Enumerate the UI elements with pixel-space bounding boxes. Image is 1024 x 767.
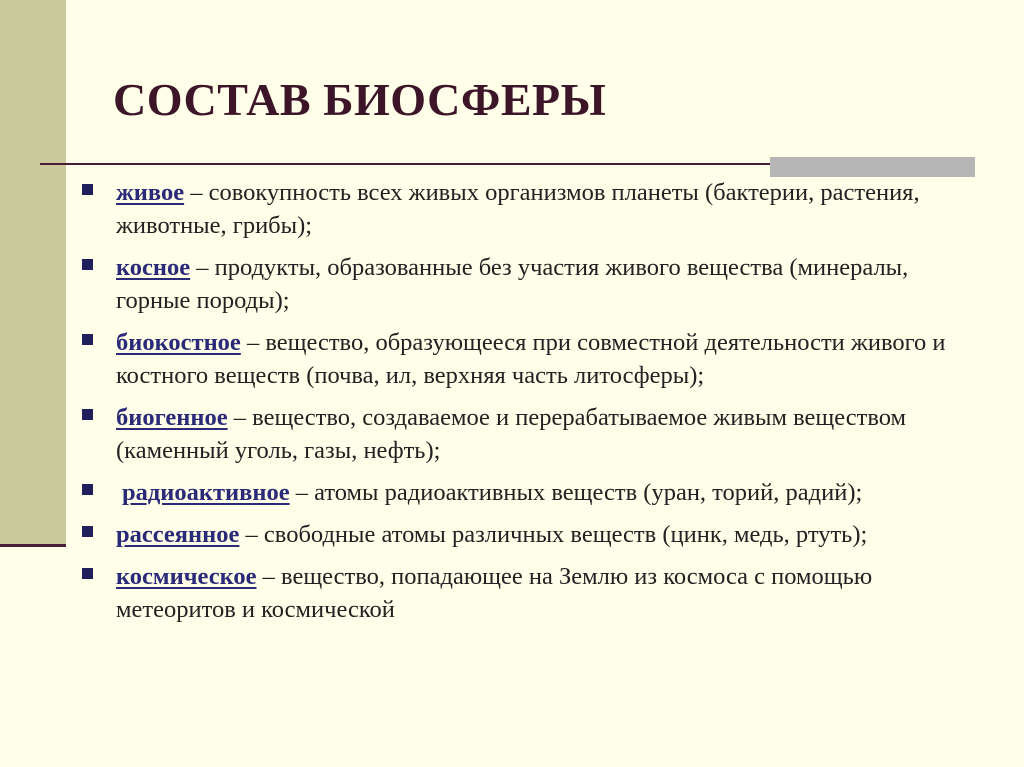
- term-cosmic: космическое: [116, 563, 257, 590]
- list-item-scattered: [82, 518, 952, 551]
- left-accent-bar: [0, 0, 66, 547]
- list-item-living: [82, 176, 952, 242]
- term-biogenic: биогенное: [116, 404, 228, 431]
- slide-title: СОСТАВ БИОСФЕРЫ: [113, 74, 607, 125]
- square-bullet-icon: [82, 184, 93, 195]
- definition-scattered: – свободные атомы различных веществ (цинк, медь, ртуть);: [239, 521, 868, 548]
- term-radioactive: радиоактивное: [122, 479, 290, 506]
- square-bullet-icon: [82, 334, 93, 345]
- square-bullet-icon: [82, 409, 93, 420]
- list-item-biogenic: [82, 401, 952, 467]
- definition-living: – совокупность всех живых организмов планеты (бактерии, растения, животные, грибы);: [116, 179, 920, 239]
- square-bullet-icon: [82, 568, 93, 579]
- list-item-cosmic: [82, 560, 952, 626]
- list-item-radioactive: [82, 476, 952, 509]
- definition-radioactive: – атомы радиоактивных веществ (уран, торий, радий);: [289, 479, 863, 506]
- left-accent-line: [0, 544, 66, 547]
- definition-bioinert: – вещество, образующееся при совместной деятельности живого и костного веществ (почва, ил, верхняя часть литосферы);: [116, 329, 946, 389]
- term-scattered: рассеянное: [116, 521, 240, 548]
- term-bioinert: биокостное: [116, 329, 241, 356]
- composition-list: [82, 176, 952, 635]
- definition-cosmic: – вещество, попадающее на Землю из космоса с помощью метеоритов и космической: [116, 563, 873, 623]
- square-bullet-icon: [82, 526, 93, 537]
- definition-inert: – продукты, образованные без участия живого вещества (минералы, горные породы);: [116, 254, 909, 314]
- list-item-bioinert: [82, 326, 952, 392]
- square-bullet-icon: [82, 484, 93, 495]
- square-bullet-icon: [82, 259, 93, 270]
- divider-accent-block: [770, 157, 975, 177]
- term-inert: косное: [116, 254, 191, 281]
- term-living: живое: [116, 179, 185, 206]
- list-item-inert: [82, 251, 952, 317]
- definition-biogenic: – вещество, создаваемое и перерабатываемое живым веществом (каменный уголь, газы, нефть);: [116, 404, 907, 464]
